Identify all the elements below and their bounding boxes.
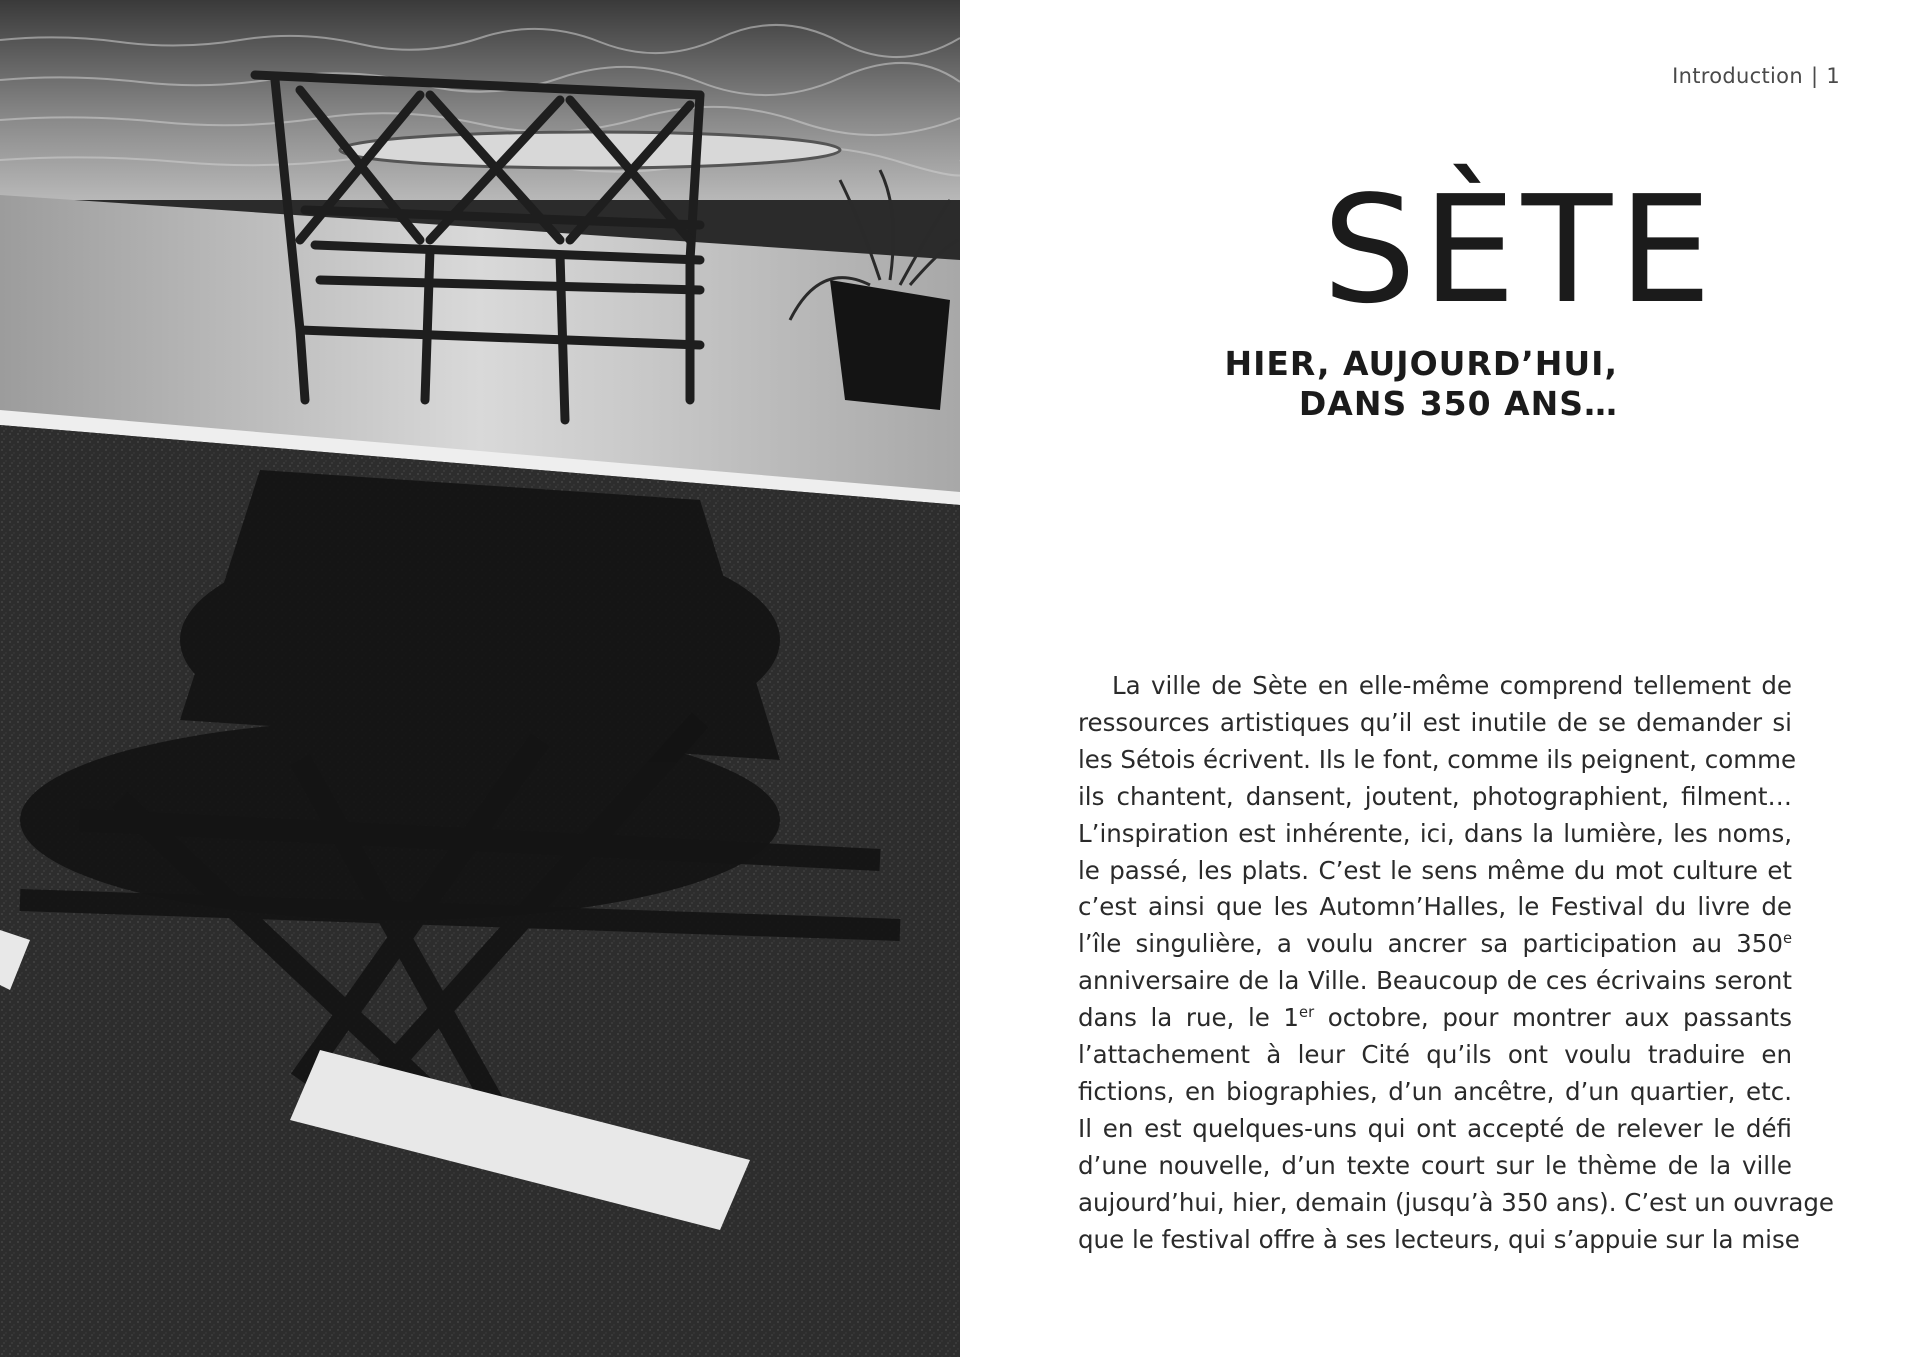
line-text: l’île singulière, a voulu ancrer sa participation au 350 (1078, 929, 1783, 959)
paragraph-line: anniversaire de la Ville. Beaucoup de ces écrivains seront (1078, 966, 1792, 996)
paragraph-line: L’inspiration est inhérente, ici, dans la lumière, les noms, (1078, 818, 1792, 848)
paragraph-line: que le festival offre à ses lecteurs, qui s’appuie sur la mise (1078, 1224, 1800, 1254)
paragraph-line-with-sup (1078, 926, 1792, 963)
superscript: e (1782, 930, 1792, 948)
paragraph-line-with-sup (1078, 1000, 1792, 1037)
paragraph-line: les Sétois écrivent. Ils le font, comme ils peignent, comme (1078, 744, 1797, 774)
subtitle-line-2: DANS 350 ANS… (1298, 384, 1618, 423)
line-text: dans la rue, le 1 (1078, 1003, 1300, 1033)
paragraph-line: c’est ainsi que les Automn’Halles, le Festival du livre de (1078, 892, 1792, 922)
intro-paragraph (1078, 668, 1834, 1259)
paragraph-line: d’une nouvelle, d’un texte court sur le thème de la ville (1078, 1150, 1792, 1180)
running-head-separator: | (1810, 64, 1819, 88)
paragraph-line: le passé, les plats. C’est le sens même du mot culture et (1078, 855, 1792, 885)
page-number: 1 (1826, 64, 1840, 88)
paragraph-line: l’attachement à leur Cité qu’ils ont voulu traduire en (1078, 1040, 1792, 1070)
paragraph-line: ils chantent, dansent, joutent, photographient, filment… (1078, 781, 1792, 811)
subtitle-line-1: HIER, AUJOURD’HUI, (1224, 344, 1618, 383)
superscript: er (1299, 1004, 1315, 1021)
text-page (960, 0, 1920, 1357)
section-label: Introduction (1672, 64, 1803, 88)
page-title: SÈTE (1322, 164, 1718, 336)
page-subtitle (1224, 344, 1618, 424)
paragraph-line: ressources artistiques qu’il est inutile de se demander si (1078, 707, 1792, 737)
paragraph-line: fictions, en biographies, d’un ancêtre, d’un quartier, etc. (1078, 1076, 1792, 1106)
running-head (1672, 64, 1840, 88)
paragraph-line: aujourd’hui, hier, demain (jusqu’à 350 ans). C’est un ouvrage (1078, 1187, 1834, 1217)
line-text-rest: octobre, pour montrer aux passants (1314, 1003, 1792, 1033)
paragraph-line: Il en est quelques-uns qui ont accepté de relever le défi (1078, 1113, 1792, 1143)
paragraph-line: La ville de Sète en elle-même comprend tellement de (1112, 671, 1792, 700)
